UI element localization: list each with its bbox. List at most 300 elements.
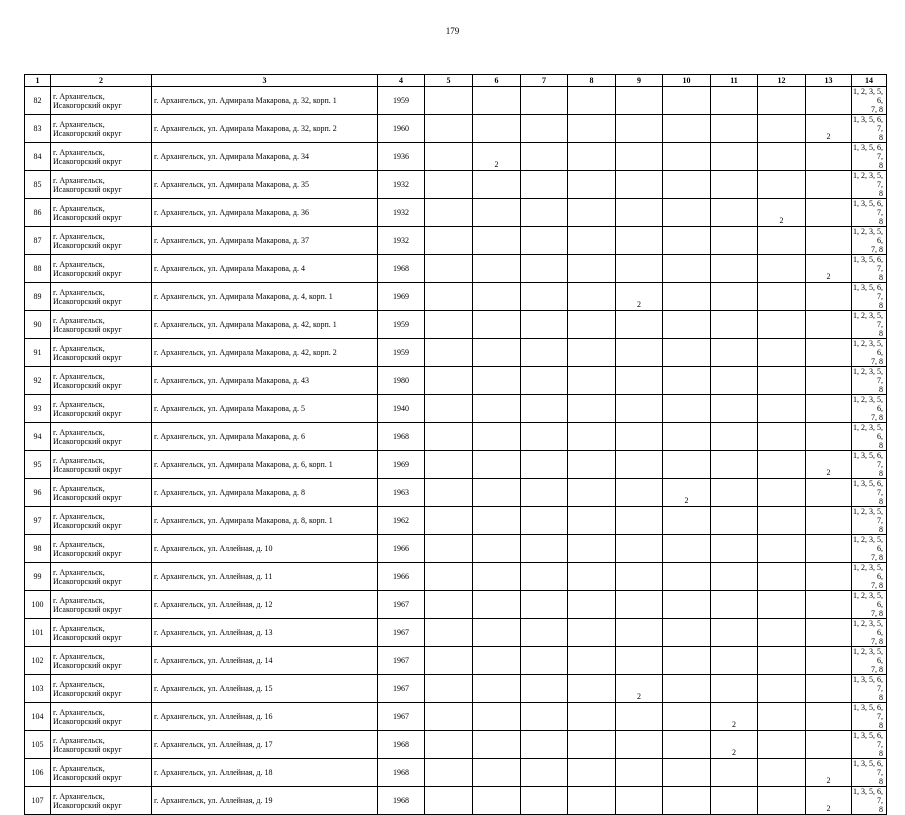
value-cell-c7 xyxy=(521,283,568,311)
locality-district: Исакогорский округ xyxy=(53,520,122,530)
locality-district: Исакогорский округ xyxy=(53,268,122,278)
row-number-cell: 89 xyxy=(25,283,51,311)
codes-cell xyxy=(852,115,887,143)
value-cell-c7 xyxy=(521,143,568,171)
locality-cell xyxy=(51,115,152,143)
year-cell: 1969 xyxy=(378,283,425,311)
value-cell-c7 xyxy=(521,367,568,395)
locality-city: г. Архангельск, xyxy=(53,595,105,605)
codes-line-2: 7, 8 xyxy=(871,665,883,674)
table-row xyxy=(25,199,887,227)
value-cell-c13: 2 xyxy=(806,759,852,787)
address-cell: г. Архангельск, ул. Аллейная, д. 13 xyxy=(152,619,378,647)
value-cell-c6 xyxy=(473,367,521,395)
year-cell: 1966 xyxy=(378,563,425,591)
address-cell: г. Архангельск, ул. Адмирала Макарова, д. 32, корп. 1 xyxy=(152,87,378,115)
year-cell: 1932 xyxy=(378,171,425,199)
codes-line-1: 1, 3, 5, 6, 7, xyxy=(853,479,883,497)
table-row xyxy=(25,759,887,787)
value-cell-c12 xyxy=(758,171,806,199)
column-header: 14 xyxy=(852,75,887,87)
value-cell-c9 xyxy=(616,731,663,759)
value-cell-c9 xyxy=(616,423,663,451)
row-number-cell: 95 xyxy=(25,451,51,479)
value-cell-c7 xyxy=(521,759,568,787)
value-cell-c13 xyxy=(806,591,852,619)
locality-district: Исакогорский округ xyxy=(53,156,122,166)
column-header: 12 xyxy=(758,75,806,87)
value-cell-c9 xyxy=(616,367,663,395)
value-cell-c10 xyxy=(663,591,711,619)
value-cell-c10 xyxy=(663,675,711,703)
row-number-cell: 93 xyxy=(25,395,51,423)
table-row xyxy=(25,115,887,143)
value-cell-c11 xyxy=(711,563,758,591)
year-cell: 1936 xyxy=(378,143,425,171)
codes-line-2: 7, 8 xyxy=(871,413,883,422)
codes-line-1: 1, 2, 3, 5, 6, xyxy=(853,647,883,665)
table-row xyxy=(25,675,887,703)
year-cell: 1967 xyxy=(378,619,425,647)
value-cell-c7 xyxy=(521,703,568,731)
row-number-cell: 101 xyxy=(25,619,51,647)
locality-district: Исакогорский округ xyxy=(53,744,122,754)
locality-city: г. Архангельск, xyxy=(53,651,105,661)
value-cell-c5 xyxy=(425,479,473,507)
address-cell: г. Архангельск, ул. Аллейная, д. 17 xyxy=(152,731,378,759)
locality-cell xyxy=(51,423,152,451)
value-cell-c9 xyxy=(616,143,663,171)
locality-city: г. Архангельск, xyxy=(53,91,105,101)
value-cell-c8 xyxy=(568,115,616,143)
codes-line-1: 1, 2, 3, 5, 6, xyxy=(853,563,883,581)
codes-line-1: 1, 3, 5, 6, 7, xyxy=(853,731,883,749)
value-cell-c8 xyxy=(568,535,616,563)
codes-line-1: 1, 2, 3, 5, 6, xyxy=(853,423,883,441)
value-cell-c6 xyxy=(473,227,521,255)
locality-city: г. Архангельск, xyxy=(53,427,105,437)
value-cell-c11 xyxy=(711,87,758,115)
value-cell-c6 xyxy=(473,339,521,367)
column-header: 7 xyxy=(521,75,568,87)
codes-line-2: 8 xyxy=(879,749,883,758)
value-cell-c5 xyxy=(425,535,473,563)
row-number-cell: 88 xyxy=(25,255,51,283)
codes-line-1: 1, 2, 3, 5, 6, xyxy=(853,619,883,637)
value-cell-c13 xyxy=(806,423,852,451)
value-cell-c13 xyxy=(806,227,852,255)
value-cell-c13 xyxy=(806,171,852,199)
locality-district: Исакогорский округ xyxy=(53,660,122,670)
value-cell-c7 xyxy=(521,647,568,675)
column-header: 3 xyxy=(152,75,378,87)
codes-cell xyxy=(852,451,887,479)
value-cell-c5 xyxy=(425,423,473,451)
value-cell-c11 xyxy=(711,171,758,199)
column-header: 5 xyxy=(425,75,473,87)
value-cell-c10 xyxy=(663,423,711,451)
value-cell-c7 xyxy=(521,115,568,143)
table-row xyxy=(25,227,887,255)
address-cell: г. Архангельск, ул. Адмирала Макарова, д. 37 xyxy=(152,227,378,255)
address-cell: г. Архангельск, ул. Адмирала Макарова, д. 6, корп. 1 xyxy=(152,451,378,479)
codes-line-1: 1, 2, 3, 5, 6, xyxy=(853,591,883,609)
value-cell-c9 xyxy=(616,759,663,787)
row-number-cell: 99 xyxy=(25,563,51,591)
locality-cell xyxy=(51,535,152,563)
row-number-cell: 87 xyxy=(25,227,51,255)
value-cell-c13 xyxy=(806,311,852,339)
value-cell-c6 xyxy=(473,731,521,759)
locality-cell xyxy=(51,87,152,115)
table-row xyxy=(25,367,887,395)
value-cell-c10 xyxy=(663,171,711,199)
locality-district: Исакогорский округ xyxy=(53,548,122,558)
codes-line-2: 8 xyxy=(879,189,883,198)
codes-line-2: 8 xyxy=(879,805,883,814)
codes-cell xyxy=(852,311,887,339)
codes-line-2: 8 xyxy=(879,525,883,534)
locality-city: г. Архангельск, xyxy=(53,707,105,717)
value-cell-c5 xyxy=(425,507,473,535)
value-cell-c11 xyxy=(711,367,758,395)
codes-cell xyxy=(852,703,887,731)
year-cell: 1968 xyxy=(378,759,425,787)
year-cell: 1962 xyxy=(378,507,425,535)
value-cell-c9 xyxy=(616,563,663,591)
codes-line-2: 8 xyxy=(879,329,883,338)
locality-city: г. Архангельск, xyxy=(53,623,105,633)
value-cell-c10 xyxy=(663,619,711,647)
value-cell-c5 xyxy=(425,451,473,479)
codes-line-1: 1, 2, 3, 5, 6, xyxy=(853,339,883,357)
value-cell-c10 xyxy=(663,199,711,227)
value-cell-c8 xyxy=(568,451,616,479)
value-cell-c7 xyxy=(521,563,568,591)
value-cell-c9 xyxy=(616,171,663,199)
value-cell-c5 xyxy=(425,171,473,199)
codes-cell xyxy=(852,423,887,451)
codes-line-1: 1, 2, 3, 5, 6, xyxy=(853,227,883,245)
row-number-cell: 96 xyxy=(25,479,51,507)
value-cell-c12 xyxy=(758,339,806,367)
codes-cell xyxy=(852,199,887,227)
value-cell-c6 xyxy=(473,787,521,815)
year-cell: 1967 xyxy=(378,703,425,731)
locality-district: Исакогорский округ xyxy=(53,688,122,698)
address-cell: г. Архангельск, ул. Аллейная, д. 12 xyxy=(152,591,378,619)
locality-city: г. Архангельск, xyxy=(53,679,105,689)
value-cell-c8 xyxy=(568,703,616,731)
value-cell-c11 xyxy=(711,283,758,311)
value-cell-c11 xyxy=(711,115,758,143)
table-row xyxy=(25,171,887,199)
value-cell-c9 xyxy=(616,703,663,731)
table-row xyxy=(25,87,887,115)
value-cell-c8 xyxy=(568,283,616,311)
value-cell-c13 xyxy=(806,675,852,703)
value-cell-c7 xyxy=(521,675,568,703)
codes-line-2: 8 xyxy=(879,133,883,142)
codes-line-1: 1, 2, 3, 5, 7, xyxy=(853,171,883,189)
value-cell-c11 xyxy=(711,619,758,647)
value-cell-c13: 2 xyxy=(806,787,852,815)
value-cell-c7 xyxy=(521,535,568,563)
value-cell-c7 xyxy=(521,199,568,227)
value-cell-c9 xyxy=(616,87,663,115)
value-cell-c5 xyxy=(425,675,473,703)
year-cell: 1940 xyxy=(378,395,425,423)
codes-cell xyxy=(852,143,887,171)
locality-city: г. Архангельск, xyxy=(53,231,105,241)
value-cell-c13 xyxy=(806,535,852,563)
column-header: 4 xyxy=(378,75,425,87)
locality-city: г. Архангельск, xyxy=(53,567,105,577)
value-cell-c7 xyxy=(521,171,568,199)
value-cell-c9 xyxy=(616,535,663,563)
column-header: 9 xyxy=(616,75,663,87)
value-cell-c13 xyxy=(806,619,852,647)
codes-line-1: 1, 2, 3, 5, 7, xyxy=(853,507,883,525)
locality-cell xyxy=(51,199,152,227)
value-cell-c6 xyxy=(473,563,521,591)
value-cell-c5 xyxy=(425,115,473,143)
address-cell: г. Архангельск, ул. Аллейная, д. 10 xyxy=(152,535,378,563)
value-cell-c9 xyxy=(616,507,663,535)
value-cell-c8 xyxy=(568,619,616,647)
value-cell-c12 xyxy=(758,759,806,787)
codes-line-1: 1, 3, 5, 6, 7, xyxy=(853,115,883,133)
value-cell-c8 xyxy=(568,367,616,395)
table-row xyxy=(25,479,887,507)
codes-line-2: 8 xyxy=(879,385,883,394)
value-cell-c5 xyxy=(425,143,473,171)
codes-line-2: 8 xyxy=(879,693,883,702)
codes-line-1: 1, 3, 5, 6, 7, xyxy=(853,787,883,805)
codes-line-2: 8 xyxy=(879,777,883,786)
year-cell: 1980 xyxy=(378,367,425,395)
row-number-cell: 97 xyxy=(25,507,51,535)
locality-district: Исакогорский округ xyxy=(53,604,122,614)
value-cell-c10 xyxy=(663,703,711,731)
locality-cell xyxy=(51,479,152,507)
locality-district: Исакогорский округ xyxy=(53,184,122,194)
value-cell-c12 xyxy=(758,395,806,423)
value-cell-c9 xyxy=(616,647,663,675)
value-cell-c10: 2 xyxy=(663,479,711,507)
row-number-cell: 84 xyxy=(25,143,51,171)
table-row xyxy=(25,703,887,731)
locality-city: г. Архангельск, xyxy=(53,343,105,353)
value-cell-c12: 2 xyxy=(758,199,806,227)
codes-line-2: 7, 8 xyxy=(871,609,883,618)
address-cell: г. Архангельск, ул. Адмирала Макарова, д. 35 xyxy=(152,171,378,199)
value-cell-c7 xyxy=(521,311,568,339)
value-cell-c13: 2 xyxy=(806,115,852,143)
year-cell: 1968 xyxy=(378,255,425,283)
value-cell-c10 xyxy=(663,563,711,591)
locality-district: Исакогорский округ xyxy=(53,576,122,586)
value-cell-c5 xyxy=(425,619,473,647)
year-cell: 1966 xyxy=(378,535,425,563)
value-cell-c6 xyxy=(473,199,521,227)
address-cell: г. Архангельск, ул. Адмирала Макарова, д. 36 xyxy=(152,199,378,227)
codes-line-2: 7, 8 xyxy=(871,245,883,254)
value-cell-c8 xyxy=(568,171,616,199)
codes-cell xyxy=(852,647,887,675)
value-cell-c11 xyxy=(711,591,758,619)
row-number-cell: 86 xyxy=(25,199,51,227)
value-cell-c7 xyxy=(521,619,568,647)
value-cell-c6 xyxy=(473,647,521,675)
address-cell: г. Архангельск, ул. Адмирала Макарова, д. 4, корп. 1 xyxy=(152,283,378,311)
locality-district: Исакогорский округ xyxy=(53,632,122,642)
value-cell-c12 xyxy=(758,115,806,143)
value-cell-c10 xyxy=(663,255,711,283)
value-cell-c9 xyxy=(616,199,663,227)
value-cell-c11 xyxy=(711,423,758,451)
value-cell-c8 xyxy=(568,339,616,367)
value-cell-c9 xyxy=(616,115,663,143)
value-cell-c12 xyxy=(758,731,806,759)
codes-line-2: 8 xyxy=(879,161,883,170)
value-cell-c5 xyxy=(425,283,473,311)
locality-city: г. Архангельск, xyxy=(53,119,105,129)
value-cell-c7 xyxy=(521,451,568,479)
value-cell-c9 xyxy=(616,451,663,479)
value-cell-c9 xyxy=(616,787,663,815)
value-cell-c5 xyxy=(425,311,473,339)
codes-line-2: 8 xyxy=(879,217,883,226)
locality-cell xyxy=(51,171,152,199)
value-cell-c6 xyxy=(473,479,521,507)
value-cell-c11 xyxy=(711,199,758,227)
value-cell-c6 xyxy=(473,759,521,787)
column-header: 6 xyxy=(473,75,521,87)
value-cell-c5 xyxy=(425,255,473,283)
codes-line-1: 1, 3, 5, 6, 7, xyxy=(853,199,883,217)
column-header: 10 xyxy=(663,75,711,87)
table-row xyxy=(25,535,887,563)
locality-cell xyxy=(51,563,152,591)
value-cell-c9 xyxy=(616,619,663,647)
locality-city: г. Архангельск, xyxy=(53,287,105,297)
locality-district: Исакогорский округ xyxy=(53,128,122,138)
codes-line-2: 8 xyxy=(879,497,883,506)
value-cell-c8 xyxy=(568,423,616,451)
locality-city: г. Архангельск, xyxy=(53,735,105,745)
locality-cell xyxy=(51,591,152,619)
table-row xyxy=(25,647,887,675)
row-number-cell: 100 xyxy=(25,591,51,619)
value-cell-c13 xyxy=(806,703,852,731)
value-cell-c6 xyxy=(473,255,521,283)
value-cell-c10 xyxy=(663,787,711,815)
address-cell: г. Архангельск, ул. Адмирала Макарова, д. 6 xyxy=(152,423,378,451)
locality-city: г. Архангельск, xyxy=(53,791,105,801)
row-number-cell: 105 xyxy=(25,731,51,759)
value-cell-c7 xyxy=(521,591,568,619)
codes-line-1: 1, 3, 5, 6, 7, xyxy=(853,675,883,693)
value-cell-c11 xyxy=(711,507,758,535)
value-cell-c8 xyxy=(568,395,616,423)
codes-line-1: 1, 3, 5, 6, 7, xyxy=(853,255,883,273)
value-cell-c7 xyxy=(521,339,568,367)
locality-district: Исакогорский округ xyxy=(53,352,122,362)
value-cell-c7 xyxy=(521,227,568,255)
year-cell: 1969 xyxy=(378,451,425,479)
value-cell-c5 xyxy=(425,395,473,423)
header-row xyxy=(25,75,887,87)
value-cell-c8 xyxy=(568,311,616,339)
row-number-cell: 92 xyxy=(25,367,51,395)
value-cell-c11: 2 xyxy=(711,731,758,759)
locality-cell xyxy=(51,787,152,815)
codes-cell xyxy=(852,787,887,815)
value-cell-c13 xyxy=(806,507,852,535)
row-number-cell: 102 xyxy=(25,647,51,675)
value-cell-c13 xyxy=(806,647,852,675)
table-row xyxy=(25,423,887,451)
value-cell-c8 xyxy=(568,647,616,675)
locality-cell xyxy=(51,619,152,647)
locality-city: г. Архангельск, xyxy=(53,315,105,325)
value-cell-c13 xyxy=(806,395,852,423)
value-cell-c12 xyxy=(758,311,806,339)
value-cell-c6 xyxy=(473,423,521,451)
value-cell-c6 xyxy=(473,395,521,423)
value-cell-c5 xyxy=(425,367,473,395)
row-number-cell: 90 xyxy=(25,311,51,339)
locality-cell xyxy=(51,451,152,479)
locality-city: г. Архангельск, xyxy=(53,483,105,493)
value-cell-c8 xyxy=(568,227,616,255)
address-cell: г. Архангельск, ул. Адмирала Макарова, д. 8, корп. 1 xyxy=(152,507,378,535)
value-cell-c6 xyxy=(473,507,521,535)
value-cell-c6 xyxy=(473,283,521,311)
value-cell-c11 xyxy=(711,647,758,675)
codes-line-2: 8 xyxy=(879,301,883,310)
codes-cell xyxy=(852,675,887,703)
value-cell-c12 xyxy=(758,787,806,815)
value-cell-c6 xyxy=(473,619,521,647)
value-cell-c13 xyxy=(806,339,852,367)
table-row xyxy=(25,283,887,311)
codes-line-1: 1, 2, 3, 5, 6, xyxy=(853,535,883,553)
value-cell-c6 xyxy=(473,311,521,339)
address-cell: г. Архангельск, ул. Адмирала Макарова, д. 43 xyxy=(152,367,378,395)
value-cell-c10 xyxy=(663,311,711,339)
value-cell-c12 xyxy=(758,255,806,283)
codes-line-1: 1, 3, 5, 6, 7, xyxy=(853,759,883,777)
value-cell-c9 xyxy=(616,311,663,339)
table-row xyxy=(25,731,887,759)
value-cell-c11 xyxy=(711,143,758,171)
locality-district: Исакогорский округ xyxy=(53,324,122,334)
codes-cell xyxy=(852,283,887,311)
value-cell-c7 xyxy=(521,731,568,759)
locality-cell xyxy=(51,675,152,703)
codes-cell xyxy=(852,255,887,283)
table-row xyxy=(25,339,887,367)
value-cell-c6 xyxy=(473,171,521,199)
codes-line-2: 7, 8 xyxy=(871,581,883,590)
value-cell-c10 xyxy=(663,227,711,255)
table-row xyxy=(25,507,887,535)
row-number-cell: 83 xyxy=(25,115,51,143)
value-cell-c7 xyxy=(521,787,568,815)
value-cell-c7 xyxy=(521,87,568,115)
